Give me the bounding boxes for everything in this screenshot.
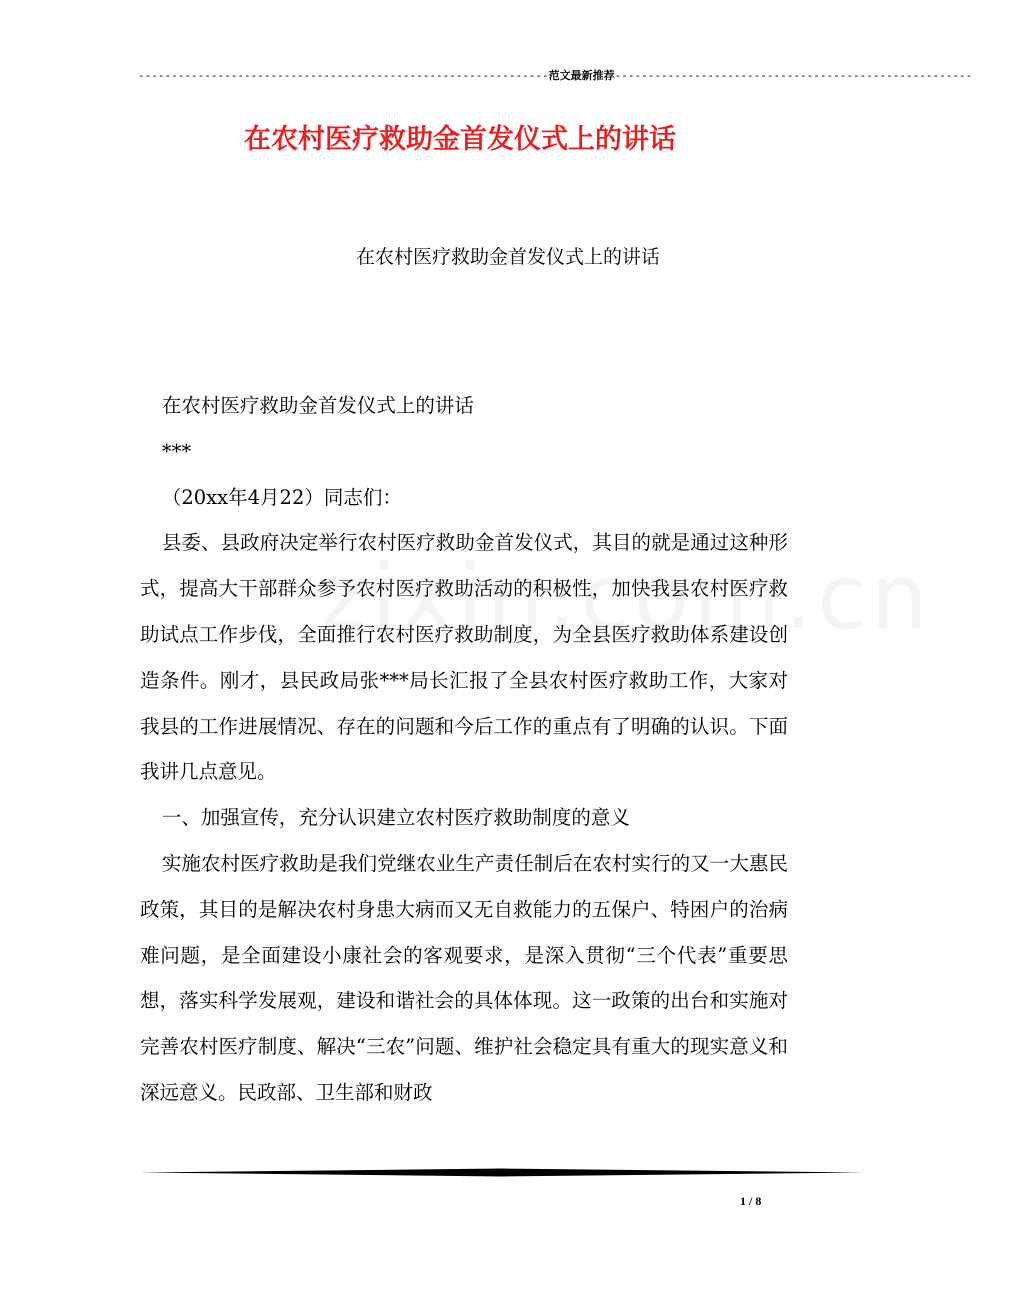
page-header [138, 68, 973, 84]
page-number: 1 / 8 [740, 1194, 762, 1208]
author-line: *** [161, 439, 192, 463]
section-heading: 一、加强宣传，充分认识建立农村医疗救助制度的意义 [161, 806, 630, 830]
header-dashes-right: ------------------------------------------------------ [614, 69, 973, 82]
document-body [140, 383, 788, 1116]
document-title: 在农村医疗救助金首发仪式上的讲话 [244, 124, 676, 155]
paragraph: 县委、县政府决定举行农村医疗救助金首发仪式，其目的就是通过这种形式，提高大干部群众参予农村医疗救助活动的积极性，加快我县农村医疗救助试点工作步伐，全面推行农村医疗救助制度，为全县医疗救助体系建设创造条件。刚才，县民政局张***局长汇报了全县农村医疗救助工作，大家对我县的工作进展情况、存在的问题和今后工作的重点有了明确的认识。下面我讲几点意见。 [140, 531, 788, 784]
body-heading: 在农村医疗救助金首发仪式上的讲话 [161, 394, 474, 417]
header-label: 范文最新推荐 [548, 69, 615, 82]
paragraph: 实施农村医疗救助是我们党继农业生产责任制后在农村实行的又一大惠民政策，其目的是解决农村身患大病而又无自救能力的五保户、特困户的治病难问题，是全面建设小康社会的客观要求，是深入贯彻“三个代表”重要思想，落实科学发展观，建设和谐社会的具体体现。这一政策的出台和实施对完善农村医疗制度、解决“三农”问题、维护社会稳定具有重大的现实意义和深远意义。民政部、卫生部和财政 [140, 851, 788, 1104]
document-subtitle: 在农村医疗救助金首发仪式上的讲话 [355, 246, 660, 268]
footer-rule [140, 1168, 864, 1177]
date-greeting: （20xx年4月22）同志们： [161, 485, 402, 509]
header-dashes-left: -------------------------------------------------------------- [138, 69, 549, 82]
